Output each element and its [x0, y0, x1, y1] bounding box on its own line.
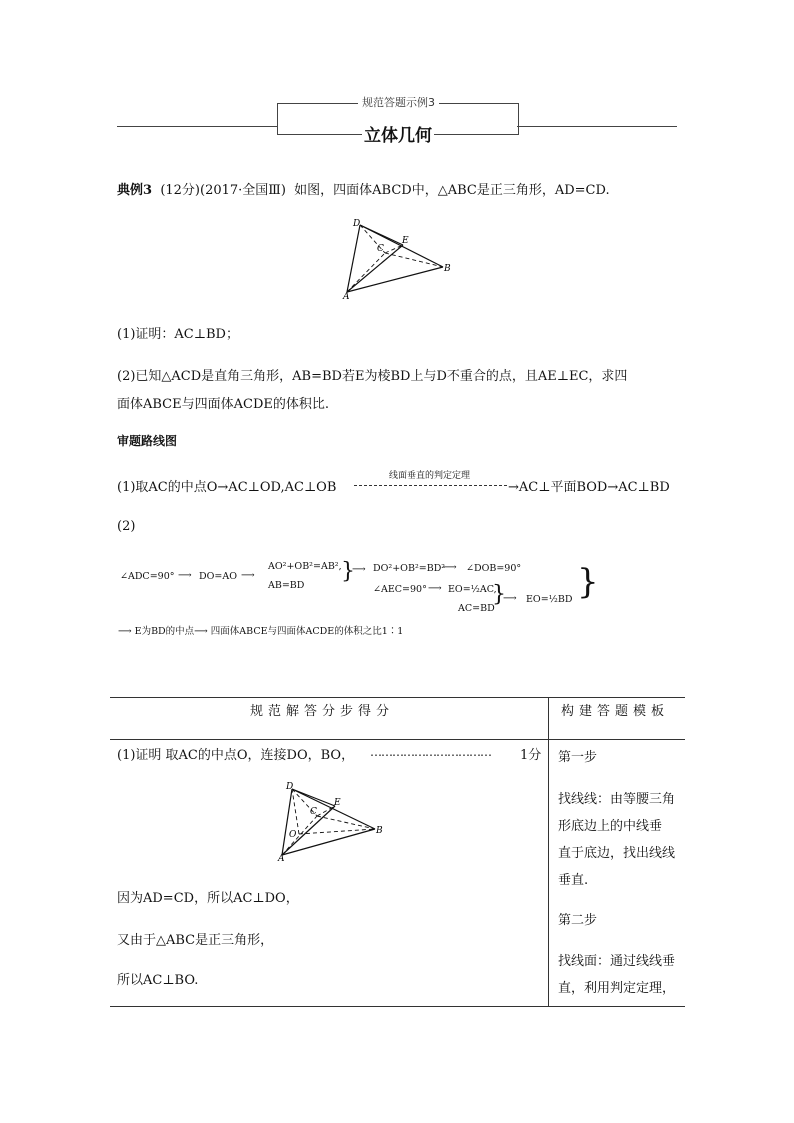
flow-arrow-5: ⟶ [428, 583, 442, 594]
flow-arrow-2: ⟶ [241, 570, 255, 581]
fig2-label-B: B [376, 826, 383, 836]
problem-label: 典例3 [117, 183, 153, 198]
roadmap-dashed-arrow [354, 485, 507, 486]
fig2-label-A: A [278, 854, 285, 862]
flow-arrow-6: ⟶ [503, 593, 517, 604]
fig1-label-C: C [377, 244, 384, 254]
template-step1-line4: 垂直. [558, 873, 589, 888]
header-subtitle: 规范答题示例3 [358, 94, 439, 110]
problem-part2-line2: 面体ABCE与四面体ACDE的体积比. [117, 397, 329, 412]
flow-conclusion: ⟶ E为BD的中点⟶ 四面体ABCE与四面体ACDE的体积之比1∶1 [118, 626, 404, 637]
fig1-label-B: B [444, 264, 451, 274]
fig1-label-A: A [343, 292, 350, 300]
roadmap-line1-right: →AC⊥平面BOD→AC⊥BD [508, 480, 670, 495]
table-head-left: 规范解答分步得分 [250, 704, 395, 719]
proof-line-2: 因为AD=CD，所以AC⊥DO， [117, 891, 299, 906]
proof-score: 1分 [520, 748, 542, 763]
flow-aec: ∠AEC=90° [373, 584, 427, 595]
flow-eo-bd: EO=½BD [526, 594, 573, 605]
flow-brace-1: } [341, 559, 355, 584]
flow-adc: ∠ADC=90° [120, 571, 175, 582]
problem-stem: 如图，四面体ABCD中，△ABC是正三角形，AD=CD. [294, 183, 610, 198]
table-head-rule [110, 739, 685, 740]
table-top-rule [110, 697, 685, 698]
template-step1: 第一步 [558, 750, 598, 765]
flow-ab-bd: AB=BD [268, 580, 305, 591]
problem-part2-line1: (2)已知△ACD是直角三角形，AB=BD若E为棱BD上与D不重合的点，且AE⊥EC，求四 [117, 369, 628, 384]
table-column-divider [548, 697, 549, 1007]
problem-meta: (12分)(2017·全国Ⅲ) [160, 183, 286, 198]
proof-dots: …………………………… [370, 745, 491, 759]
roadmap-heading: 审题路线图 [117, 434, 178, 448]
flow-pythag: AO²+OB²=AB², [268, 561, 342, 572]
flow-do-ao: DO=AO [199, 571, 238, 582]
flow-brace-2: } [492, 582, 506, 607]
problem-part1: (1)证明：AC⊥BD； [117, 327, 239, 342]
tetrahedron-figure-with-o [275, 780, 395, 862]
flow-eo-ac: EO=½AC, [448, 584, 497, 595]
flow-do-ob: DO²+OB²=BD² [373, 563, 446, 574]
flow-arrow-1: ⟶ [178, 570, 192, 581]
fig2-label-C: C [310, 807, 317, 817]
table-bottom-rule [110, 1006, 685, 1007]
template-step1-line2: 形底边上的中线垂 [558, 819, 663, 834]
flow-arrow-3: ⟶ [352, 564, 366, 575]
problem-stem-line [117, 179, 610, 198]
template-step2: 第二步 [558, 913, 598, 928]
roadmap-line2-label: (2) [117, 519, 136, 534]
flow-arrow-4: ⟶ [443, 562, 457, 573]
template-step2-line2: 直，利用判定定理， [558, 981, 676, 996]
template-step1-line3: 直于底边，找出线线 [558, 846, 676, 861]
fig1-label-E: E [402, 236, 409, 246]
proof-line-3: 又由于△ABC是正三角形， [117, 933, 274, 948]
fig1-label-D: D [353, 219, 361, 229]
flow-ac-bd: AC=BD [458, 603, 495, 614]
fig2-label-D: D [286, 782, 294, 792]
tetrahedron-figure [335, 215, 460, 300]
fig2-label-E: E [334, 798, 341, 808]
table-head-right: 构建答题模板 [561, 704, 670, 719]
proof-line-1: (1)证明 取AC的中点O，连接DO，BO， [117, 748, 355, 763]
flow-dob: ∠DOB=90° [466, 563, 522, 574]
roadmap-line1-left: (1)取AC的中点O→AC⊥OD,AC⊥OB [117, 480, 337, 495]
template-step2-line1: 找线面：通过线线垂 [558, 954, 676, 969]
roadmap-theorem: 线面垂直的判定定理 [389, 471, 471, 481]
flow-brace-3: } [577, 562, 599, 602]
page-title: 立体几何 [362, 121, 434, 146]
header-rule-left [117, 126, 277, 127]
template-step1-line1: 找线线：由等腰三角 [558, 792, 676, 807]
header-rule-right [517, 126, 677, 127]
fig2-label-O: O [289, 830, 297, 840]
proof-line-4: 所以AC⊥BO. [117, 973, 199, 988]
